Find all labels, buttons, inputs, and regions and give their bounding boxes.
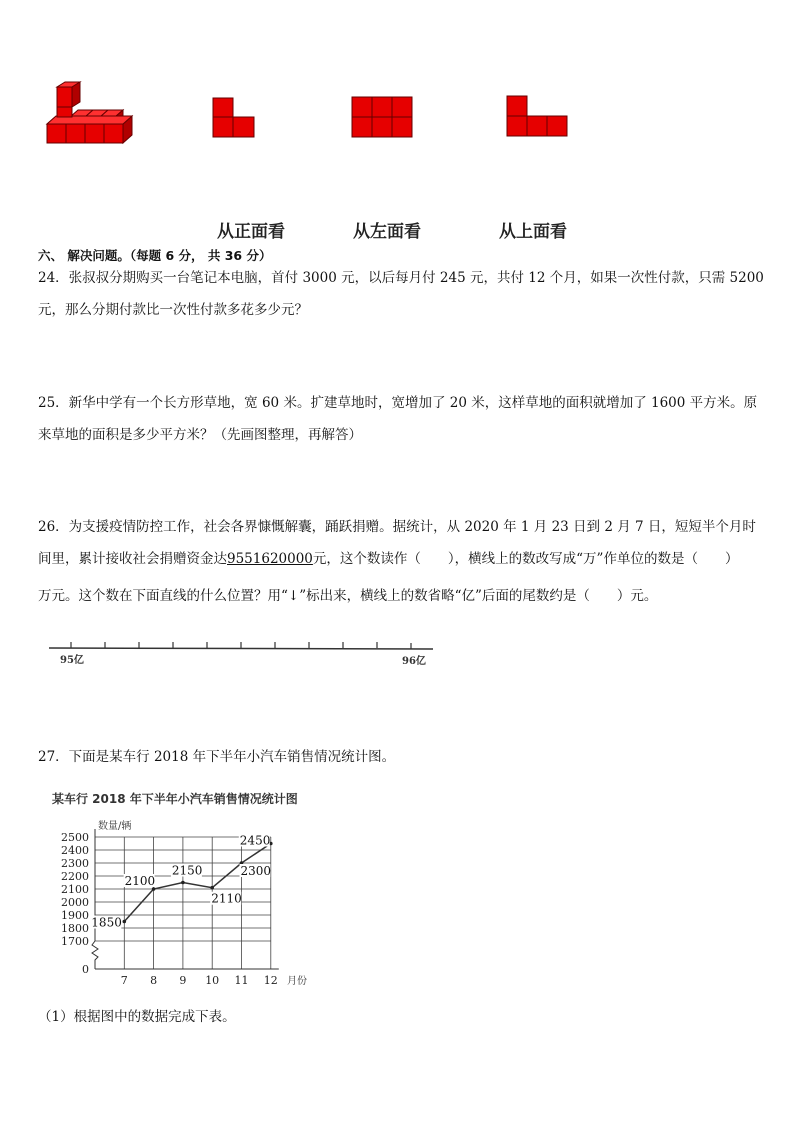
chart-data-label: 2150 [171,863,203,878]
view-label-front: 从正面看 [217,222,285,242]
front-view-figure [212,97,256,139]
chart-data-label: 1850 [91,915,122,930]
chart-x-axis-label: 月份 [287,976,307,987]
sales-line-chart [55,812,325,992]
chart-y-tick-label: 0 [82,963,89,976]
chart-y-tick-label: 2100 [61,883,89,896]
q27-intro: 27．下面是某车行 2018 年下半年小汽车销售情况统计图。 [38,749,396,765]
view-label-top: 从上面看 [499,222,567,242]
chart-y-axis-label: 数量/辆 [98,821,132,832]
chart-y-tick-labels [61,831,89,976]
chart-point [123,920,127,924]
chart-x-tick-label: 11 [234,974,249,987]
number-line-left-label: 95亿 [60,655,84,666]
chart-data-label: 2450 [239,833,271,848]
chart-x-tick-label: 8 [150,974,158,987]
chart-y-tick-label: 1700 [61,935,89,948]
q24-line2: 元，那么分期付款比一次性付款多花多少元？ [38,302,308,318]
chart-data-label: 2300 [240,864,272,878]
chart-axis-break [92,941,98,969]
chart-title: 某车行 2018 年下半年小汽车销售情况统计图 [52,792,298,806]
chart-grid [92,829,279,969]
number-line [45,638,440,668]
top-view-figure [506,95,568,137]
chart-y-tick-label: 2000 [61,896,89,909]
q25-line2: 来草地的面积是多少平方米？（先画图整理，再解答） [38,427,362,443]
q27-sub1: （1）根据图中的数据完成下表。 [38,1009,236,1025]
view-label-left: 从左面看 [353,222,421,242]
q26-line3: 万元。这个数在下面直线的什么位置？用“↓”标出来，横线上的数省略“亿”后面的尾数约是（ ）元。 [38,588,658,604]
chart-x-tick-label: 7 [120,974,128,987]
chart-y-tick-label: 1800 [61,922,89,935]
chart-x-tick-label: 10 [205,974,220,987]
chart-y-tick-label: 2400 [61,844,89,857]
q26-line2-suffix: 元，这个数读作（ ），横线上的数改写成“万”作单位的数是（ ） [312,551,739,567]
chart-x-tick-label: 9 [179,974,187,987]
chart-point [210,886,214,890]
q24-line1: 24．张叔叔分期购买一台笔记本电脑，首付 3000 元，以后每月付 245 元，共付 12 个月，如果一次性付款，只需 5200 [38,270,764,286]
chart-y-tick-label: 2200 [61,870,89,883]
chart-y-tick-label: 1900 [61,909,89,922]
q26-line2-prefix: 间里，累计接收社会捐赠资金达 [38,551,227,567]
chart-x-tick-label: 12 [263,974,278,987]
q26-line2 [38,553,738,567]
solid-figure [40,80,135,150]
chart-data-label: 2100 [124,874,156,888]
left-view-figure [351,96,413,138]
q26-line1: 26．为支援疫情防控工作，社会各界慷慨解囊，踊跃捐赠。据统计，从 2020 年 1 月 23 日到 2 月 7 日，短短半个月时 [38,519,756,535]
chart-x-tick-labels [121,974,278,987]
chart-y-tick-label: 2500 [61,831,89,844]
donation-amount: 9551620000 [227,551,313,567]
chart-data-label: 2110 [211,891,242,906]
chart-y-tick-label: 2300 [61,857,89,870]
section-heading: 六、 解决问题。（每题 6 分， 共 36 分） [38,248,272,263]
chart-point [181,881,185,885]
q25-line1: 25．新华中学有一个长方形草地，宽 60 米。扩建草地时，宽增加了 20 米，这样草地的面积就增加了 1600 平方米。原 [38,395,758,411]
number-line-right-label: 96亿 [402,656,426,667]
